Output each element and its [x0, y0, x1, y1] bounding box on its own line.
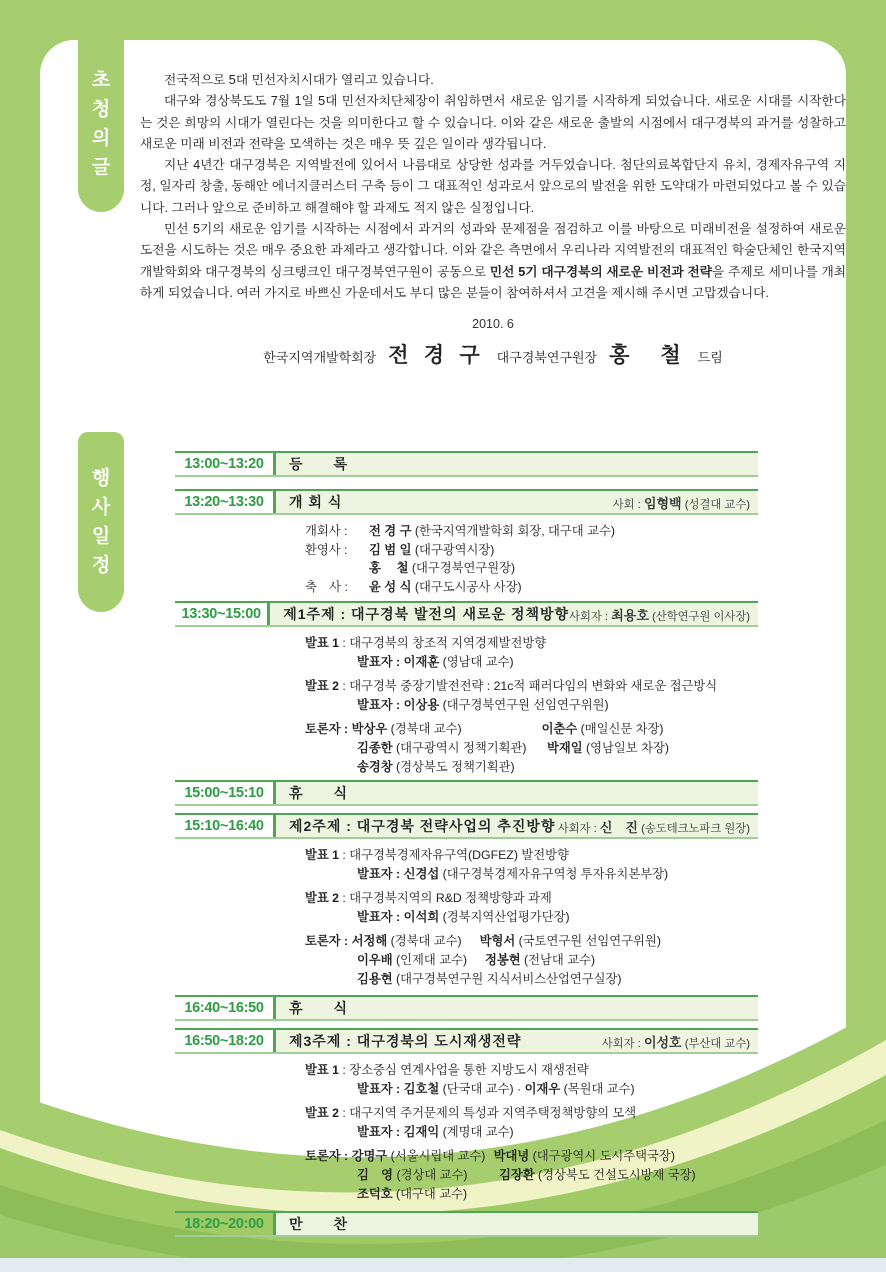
- detail-line: [305, 1080, 758, 1099]
- detail-text: 토론자 :: [305, 1149, 352, 1164]
- detail-group: [305, 634, 758, 671]
- detail-text: 전 경 구: [369, 524, 412, 538]
- session-details: [305, 1061, 758, 1203]
- detail-text: 발표 2: [305, 891, 340, 906]
- detail-line: [305, 1166, 758, 1185]
- schedule-row: [175, 1211, 758, 1237]
- detail-text: : 장소중심 연계사업을 통한 지방도시 재생전략: [339, 1063, 589, 1077]
- letter-paragraph: 대구와 경상북도도 7월 1일 5대 민선자치단체장이 취임하면서 새로운 임기를 시작하게 되었습니다. 새로운 시대를 시작한다는 것은 희망의 시대가 열린다는 것을 의미한다고 할 수 있습니다. 이와 같은 새로운 출발의 시점에서 대구경북의 과거를 성찰하고 새로운 미래 비전과 전략을 모색하는 것은 매우 뜻 깊은 일이라 생각됩니다.: [140, 94, 846, 151]
- detail-text: 발표자 : 김재익: [357, 1124, 440, 1139]
- detail-text: 이우배: [357, 952, 393, 967]
- detail-text: 정봉현: [485, 952, 521, 967]
- session-title: 등 록: [289, 456, 349, 472]
- session-time: 16:50~18:20: [184, 1033, 264, 1049]
- detail-group: [305, 1061, 758, 1098]
- detail-line: [305, 970, 758, 989]
- schedule-row: [175, 780, 758, 806]
- detail-text: [499, 1168, 696, 1182]
- detail-line: [305, 1104, 758, 1123]
- page-bottom-edge: [0, 1258, 886, 1272]
- session-title: 제1주제 : 대구경북 발전의 새로운 정책방향: [283, 606, 570, 622]
- detail-text: [352, 1147, 494, 1166]
- moderator-affiliation: (산학연구원 이사장): [648, 610, 750, 623]
- moderator-label: 사회자 :: [569, 610, 612, 623]
- detail-line: [305, 908, 758, 927]
- session-cell: [273, 997, 758, 1019]
- moderator-affiliation: (송도테크노파크 원장): [637, 822, 750, 835]
- detail-text: 윤 성 식: [369, 579, 412, 594]
- detail-text: : 대구경북경제자유구역(DGFEZ) 발전방향: [339, 848, 569, 862]
- schedule-row: [175, 489, 758, 515]
- detail-group: [305, 1147, 758, 1203]
- detail-line: [305, 578, 758, 597]
- detail-text: 서정해: [351, 934, 388, 949]
- invitation-letter: [140, 70, 846, 369]
- detail-text: (경상북도 건설도시방재 국장): [534, 1167, 696, 1182]
- moderator-name: 임형백: [643, 495, 682, 511]
- letter-text: 민선 5기의 새로운 임기를 시작하는 시점에서 과거의 성과와 문제점을 점검하고 이를 바탕으로 미래비전을 설정하여 새로운 도전을 시도하는 것은 매우 중요한 과제라고 생각합니다. 이와 같은 측면에서 우리나라 지역발전의 대표적인 학술단체인 한국지역개발학회와 대구경북의 싱크탱크인 대구경북연구원이 공동으로: [140, 222, 846, 279]
- letter-paragraph: 전국적으로 5대 민선자치시대가 열리고 있습니다.: [164, 73, 434, 87]
- detail-text: 발표 1: [305, 848, 340, 862]
- detail-text: : 대구경북 중장기발전전략 : 21c적 패러다임의 변화와 새로운 접근방식: [339, 679, 718, 694]
- detail-text: 박형서: [479, 934, 516, 949]
- detail-text: 박재일: [547, 740, 583, 755]
- detail-text: 발표자 : 이재훈: [357, 654, 440, 669]
- detail-text: (인제대 교수): [392, 952, 468, 967]
- schedule-session-break2: [175, 995, 758, 1021]
- tab-invitation-char: 의: [91, 128, 111, 149]
- detail-group: [305, 720, 758, 776]
- session-cell: [273, 1213, 758, 1235]
- schedule-session-topic3: [175, 1028, 758, 1209]
- moderator-affiliation: (부산대 교수): [681, 1037, 750, 1050]
- session-cell: [267, 603, 758, 625]
- detail-text: (전남대 교수): [520, 952, 596, 967]
- detail-text: (경북대 교수): [387, 934, 462, 949]
- tab-schedule-char: 행: [91, 468, 111, 489]
- detail-text: (대구경북연구원장): [408, 561, 516, 576]
- detail-text: 축 사 :: [305, 579, 348, 594]
- detail-group: [305, 522, 758, 596]
- session-time: 13:20~13:30: [184, 494, 264, 510]
- detail-text: (대구광역시 도시주택국장): [529, 1149, 675, 1164]
- detail-text: 김종한: [357, 740, 393, 755]
- detail-text: 이재우: [524, 1081, 561, 1096]
- detail-text: [357, 1166, 499, 1185]
- detail-line: [305, 522, 758, 541]
- detail-text: : 대구지역 주거문제의 특성과 지역주택정책방향의 모색: [339, 1106, 637, 1121]
- detail-line: [305, 758, 758, 777]
- detail-text: 환영사 :: [305, 542, 348, 557]
- detail-text: (경북대 교수): [387, 722, 462, 737]
- detail-text: 홍 철: [369, 561, 409, 576]
- detail-group: [305, 932, 758, 988]
- detail-text: (대구경북연구원 지식서비스산업연구실장): [392, 971, 622, 986]
- schedule-row: [175, 813, 758, 839]
- session-title: 만 찬: [289, 1216, 349, 1232]
- detail-group: [305, 1104, 758, 1141]
- session-time: 15:10~16:40: [184, 818, 264, 834]
- letter-signature: [140, 339, 846, 369]
- detail-line: [305, 559, 758, 578]
- detail-line: [305, 932, 758, 951]
- detail-text: (서울시립대 교수): [387, 1149, 486, 1164]
- detail-group: [305, 889, 758, 926]
- detail-text: [352, 720, 542, 739]
- detail-text: (대구경북연구원 선임연구위원): [439, 697, 609, 712]
- schedule-session-break1: [175, 780, 758, 806]
- detail-line: [305, 677, 758, 696]
- detail-text: [542, 722, 664, 736]
- detail-line: [305, 889, 758, 908]
- detail-line: [305, 541, 758, 560]
- detail-text: [485, 953, 595, 967]
- detail-text: 발표 2: [305, 1106, 340, 1121]
- detail-text: (국토연구원 선임연구위원): [515, 934, 661, 949]
- detail-text: (대구도시공사 사장): [411, 579, 522, 594]
- detail-text: [480, 934, 661, 948]
- detail-text: [357, 739, 547, 758]
- moderator-label: 사회 :: [612, 498, 644, 511]
- schedule-row: [175, 995, 758, 1021]
- detail-line: [305, 1061, 758, 1080]
- tab-schedule-char: 정: [91, 555, 111, 576]
- detail-text: 조덕호: [357, 1186, 393, 1201]
- detail-line: [305, 634, 758, 653]
- detail-line: [305, 865, 758, 884]
- session-cell: [273, 491, 758, 513]
- session-time: 15:00~15:10: [184, 785, 264, 801]
- detail-text: [547, 741, 669, 755]
- detail-text: 박상우: [351, 722, 388, 737]
- schedule-session-dinner: [175, 1211, 758, 1237]
- session-time: 13:00~13:20: [184, 456, 264, 472]
- session-details: [305, 522, 758, 596]
- detail-text: (대구경북경제자유구역청 투자유치본부장): [439, 866, 669, 881]
- detail-text: 발표 2: [305, 679, 340, 694]
- signature-suffix: 드림: [697, 350, 723, 366]
- detail-text: (경상북도 정책기획관): [392, 759, 515, 774]
- session-cell: [273, 453, 758, 475]
- signature-org: 대구경북연구원장: [496, 350, 598, 366]
- session-title: 휴 식: [289, 1000, 349, 1016]
- tab-invitation-letter: [78, 36, 124, 212]
- detail-line: [305, 739, 758, 758]
- letter-date: 2010. 6: [472, 317, 514, 332]
- detail-text: [357, 951, 485, 970]
- detail-text: (경상대 교수): [393, 1167, 468, 1182]
- detail-text: 발표자 : 이석희: [357, 909, 440, 924]
- detail-text: 박대녕: [493, 1149, 530, 1164]
- signature-name: 전 경 구: [388, 343, 485, 368]
- moderator-name: 이성호: [643, 1034, 682, 1050]
- tab-schedule-char: 일: [91, 526, 111, 547]
- session-title: 휴 식: [289, 785, 349, 801]
- detail-text: 이춘수: [541, 722, 578, 737]
- moderator-label: 사회자 :: [601, 1037, 644, 1050]
- moderator-name: 최용호: [611, 607, 649, 623]
- detail-text: 발표자 : 이상용: [357, 697, 440, 712]
- signature-name: 홍 철: [609, 343, 686, 368]
- detail-line: [305, 846, 758, 865]
- detail-text: (목원대 교수): [560, 1081, 635, 1096]
- detail-text: : 대구경북의 창조적 지역경제발전방향: [339, 636, 547, 650]
- detail-group: [305, 677, 758, 714]
- detail-text: (단국대 교수) ·: [439, 1081, 525, 1096]
- schedule-row: [175, 1028, 758, 1054]
- detail-text: 김 범 일: [369, 542, 412, 557]
- detail-line: [305, 1185, 758, 1204]
- moderator-label: 사회자 :: [557, 822, 600, 835]
- session-cell: [273, 782, 758, 804]
- detail-text: (대구광역시장): [411, 542, 495, 557]
- session-moderator: [558, 817, 750, 836]
- detail-text: 송경창: [357, 759, 393, 774]
- detail-text: 김용현: [357, 971, 393, 986]
- detail-line: [305, 696, 758, 715]
- session-time: 16:40~16:50: [184, 1000, 264, 1016]
- detail-line: [305, 720, 758, 739]
- moderator-affiliation: (성결대 교수): [681, 498, 750, 511]
- session-moderator: [602, 1032, 750, 1051]
- detail-text: (매일신문 차장): [577, 722, 664, 737]
- session-moderator: [613, 493, 750, 512]
- detail-text: 발표자 : 신경섭: [357, 866, 440, 881]
- schedule-session-topic1: [175, 601, 758, 782]
- detail-text: 토론자 :: [305, 934, 352, 949]
- detail-text: (한국지역개발학회 회장, 대구대 교수): [411, 524, 615, 538]
- letter-paragraph: [140, 219, 846, 304]
- detail-text: 발표 1: [305, 636, 340, 650]
- session-cell: [273, 1030, 758, 1052]
- detail-text: 김장환: [499, 1167, 535, 1182]
- detail-line: [305, 951, 758, 970]
- session-title: 개 회 식: [289, 494, 343, 510]
- detail-text: (대구대 교수): [392, 1186, 468, 1201]
- session-time: 13:30~15:00: [181, 606, 261, 622]
- session-title: 제3주제 : 대구경북의 도시재생전략: [289, 1033, 522, 1049]
- session-cell: [273, 815, 758, 837]
- tab-invitation-char: 초: [91, 70, 111, 91]
- schedule-session-topic2: [175, 813, 758, 994]
- detail-text: (영남일보 차장): [582, 740, 669, 755]
- tab-schedule-char: 사: [91, 497, 111, 518]
- detail-text: 발표자 : 김호철: [357, 1081, 440, 1096]
- detail-text: : 대구경북지역의 R&D 정책방향과 과제: [339, 891, 552, 906]
- detail-line: [305, 1123, 758, 1142]
- tab-event-schedule: [78, 432, 124, 612]
- schedule-session-opening: [175, 489, 758, 602]
- tab-invitation-char: 글: [91, 157, 111, 178]
- detail-text: (대구광역시 정책기획관): [392, 740, 527, 755]
- schedule-session-registration: [175, 451, 758, 477]
- session-moderator: [569, 605, 750, 624]
- moderator-name: 신 진: [599, 819, 638, 835]
- schedule-row: [175, 451, 758, 477]
- detail-line: [305, 653, 758, 672]
- detail-text: 토론자 :: [305, 722, 352, 737]
- letter-seminar-theme: 민선 5기 대구경북의 새로운 비전과 전략: [489, 264, 713, 279]
- detail-group: [305, 846, 758, 883]
- tab-invitation-char: 청: [91, 99, 111, 120]
- detail-text: 개회사 :: [305, 524, 348, 538]
- session-title: 제2주제 : 대구경북 전략사업의 추진방향: [289, 818, 556, 834]
- session-details: [305, 846, 758, 988]
- detail-text: [494, 1149, 675, 1163]
- letter-text: 을 주제로 세미나를 개최하게 되었습니다. 여러 가지로 바쁘신 가운데서도 부디 많은 분들이 참여하셔서 고견을 제시해 주시면 고맙겠습니다.: [140, 264, 846, 300]
- detail-text: 발표 1: [305, 1063, 340, 1077]
- schedule-row: [175, 601, 758, 627]
- detail-text: [352, 932, 480, 951]
- detail-text: (영남대 교수): [439, 654, 514, 669]
- detail-text: 김 영: [357, 1167, 394, 1182]
- letter-paragraph: 지난 4년간 대구경북은 지역발전에 있어서 나름대로 상당한 성과를 거두었습니다. 첨단의료복합단지 유치, 경제자유구역 지정, 일자리 창출, 동해안 에너지클러스터 구축 등이 그 대표적인 성과로서 앞으로의 발전을 위한 도약대가 마련되었다고 볼 수 있습니다. 그러나 앞으로 준비하고 해결해야 할 과제도 적지 않은 실정입니다.: [140, 158, 846, 215]
- detail-text: (경북지역산업평가단장): [439, 909, 570, 924]
- session-details: [305, 634, 758, 776]
- detail-line: [305, 1147, 758, 1166]
- detail-text: 강명구: [351, 1149, 388, 1164]
- signature-org: 한국지역개발학회장: [263, 350, 377, 366]
- session-time: 18:20~20:00: [184, 1216, 264, 1232]
- detail-text: (계명대 교수): [439, 1124, 514, 1139]
